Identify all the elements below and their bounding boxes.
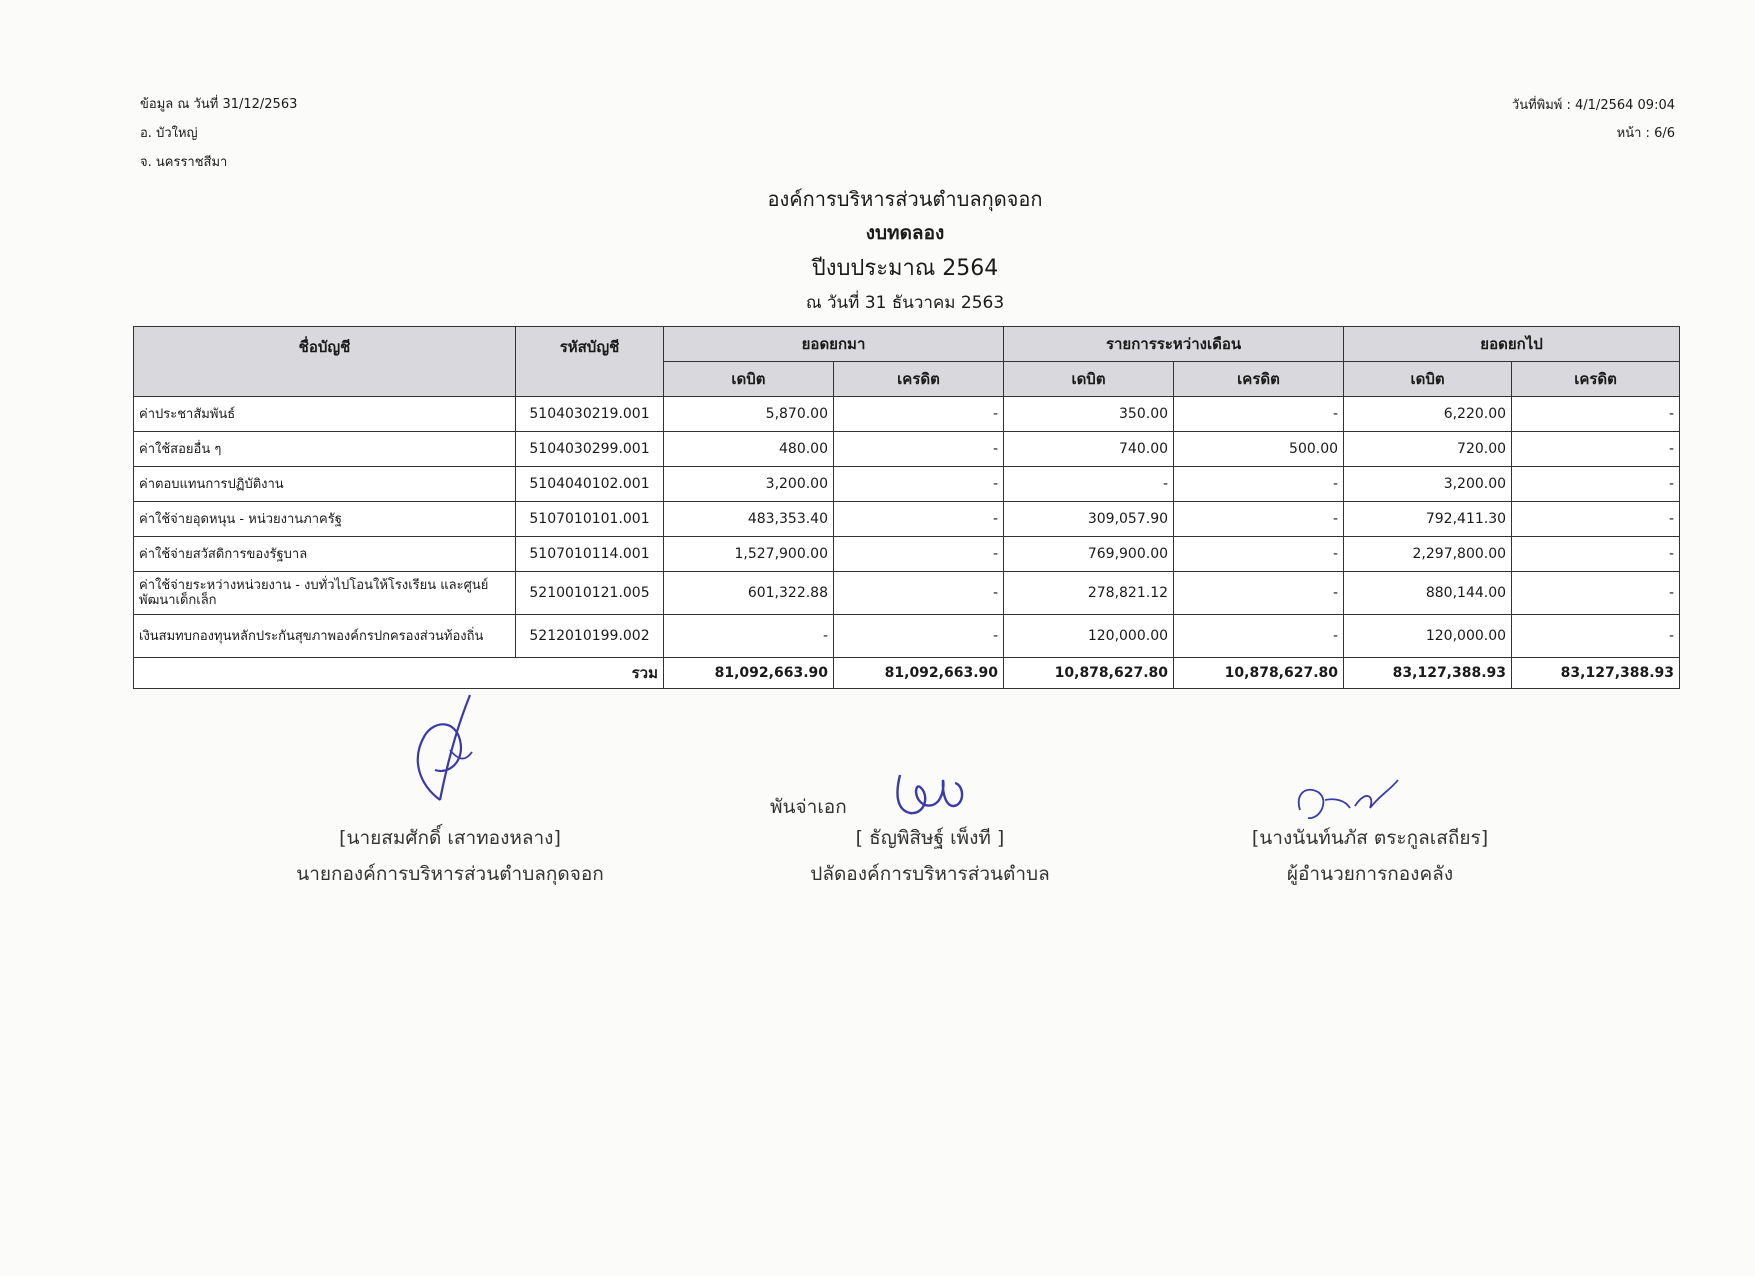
amount-cell: - bbox=[1174, 502, 1344, 537]
amount-cell: 769,900.00 bbox=[1004, 537, 1174, 572]
total-cell: 81,092,663.90 bbox=[834, 658, 1004, 689]
signature-block-finance bbox=[1190, 820, 1550, 892]
signature-block-mayor bbox=[270, 820, 630, 892]
amount-cell: 740.00 bbox=[1004, 432, 1174, 467]
signer-1-title: นายกองค์การบริหารส่วนตำบลกุดจอก bbox=[296, 863, 604, 885]
account-code-cell: 5212010199.002 bbox=[516, 615, 664, 658]
account-code-cell: 5104030219.001 bbox=[516, 397, 664, 432]
page-number: หน้า : 6/6 bbox=[1616, 126, 1675, 141]
amount-cell: 5,870.00 bbox=[664, 397, 834, 432]
account-name-cell: เงินสมทบกองทุนหลักประกันสุขภาพองค์กรปกครองส่วนท้องถิ่น bbox=[134, 615, 516, 658]
col-debit: เดบิต bbox=[1344, 362, 1512, 397]
as-of-date: ณ วันที่ 31 ธันวาคม 2563 bbox=[805, 293, 1005, 313]
amount-cell: - bbox=[1174, 572, 1344, 615]
table-row bbox=[134, 615, 1680, 658]
account-code-cell: 5104030299.001 bbox=[516, 432, 664, 467]
amount-cell: - bbox=[1512, 502, 1680, 537]
table-row bbox=[134, 432, 1680, 467]
amount-cell: 3,200.00 bbox=[664, 467, 834, 502]
amount-cell: 1,527,900.00 bbox=[664, 537, 834, 572]
amount-cell: 350.00 bbox=[1004, 397, 1174, 432]
signer-3-title: ผู้อำนวยการกองคลัง bbox=[1286, 863, 1454, 885]
signer-1-name: [นายสมศักดิ์ เสาทองหลาง] bbox=[339, 827, 561, 849]
amount-cell: - bbox=[834, 615, 1004, 658]
account-name-cell: ค่าประชาสัมพันธ์ bbox=[134, 397, 516, 432]
amount-cell: 278,821.12 bbox=[1004, 572, 1174, 615]
signature-block-clerk bbox=[770, 820, 1090, 892]
signer-3-name: [นางนันท์นภัส ตระกูลเสถียร] bbox=[1251, 827, 1489, 849]
amount-cell: 792,411.30 bbox=[1344, 502, 1512, 537]
amount-cell: - bbox=[1004, 467, 1174, 502]
account-code-cell: 5107010101.001 bbox=[516, 502, 664, 537]
group-brought-forward: ยอดยกมา bbox=[664, 327, 1004, 362]
group-during-month: รายการระหว่างเดือน bbox=[1004, 327, 1344, 362]
table-row bbox=[134, 537, 1680, 572]
total-label: รวม bbox=[134, 658, 664, 689]
account-name-cell: ค่าใช้จ่ายสวัสดิการของรัฐบาล bbox=[134, 537, 516, 572]
account-name-cell: ค่าใช้จ่ายอุดหนุน - หน่วยงานภาครัฐ bbox=[134, 502, 516, 537]
amount-cell: 720.00 bbox=[1344, 432, 1512, 467]
account-code-cell: 5210010121.005 bbox=[516, 572, 664, 615]
table-row bbox=[134, 502, 1680, 537]
total-row bbox=[134, 658, 1680, 689]
table-row bbox=[134, 397, 1680, 432]
fiscal-year: ปีงบประมาณ 2564 bbox=[811, 256, 999, 281]
account-code-cell: 5104040102.001 bbox=[516, 467, 664, 502]
amount-cell: - bbox=[1512, 615, 1680, 658]
col-credit: เครดิต bbox=[1512, 362, 1680, 397]
col-account-name: ชื่อบัญชี bbox=[134, 327, 516, 397]
province: จ. นครราชสีมา bbox=[140, 155, 228, 170]
district: อ. บัวใหญ่ bbox=[140, 126, 198, 141]
account-name-cell: ค่าใช้สอยอื่น ๆ bbox=[134, 432, 516, 467]
total-cell: 83,127,388.93 bbox=[1344, 658, 1512, 689]
amount-cell: - bbox=[1512, 537, 1680, 572]
amount-cell: - bbox=[1174, 397, 1344, 432]
table-row bbox=[134, 467, 1680, 502]
amount-cell: - bbox=[1512, 397, 1680, 432]
total-cell: 81,092,663.90 bbox=[664, 658, 834, 689]
signer-2-name: [ ธัญพิสิษฐ์ เพ็งที ] bbox=[855, 827, 1005, 849]
account-name-cell: ค่าตอบแทนการปฏิบัติงาน bbox=[134, 467, 516, 502]
signer-2-rank: พันจ่าเอก bbox=[770, 796, 847, 818]
amount-cell: 309,057.90 bbox=[1004, 502, 1174, 537]
account-code-cell: 5107010114.001 bbox=[516, 537, 664, 572]
amount-cell: - bbox=[834, 397, 1004, 432]
amount-cell: 3,200.00 bbox=[1344, 467, 1512, 502]
print-date: วันที่พิมพ์ : 4/1/2564 09:04 bbox=[1511, 98, 1675, 113]
amount-cell: - bbox=[1512, 572, 1680, 615]
org-name: องค์การบริหารส่วนตำบลกุดจอก bbox=[767, 187, 1043, 211]
amount-cell: - bbox=[834, 502, 1004, 537]
amount-cell: 120,000.00 bbox=[1004, 615, 1174, 658]
signature-1-scribble bbox=[380, 690, 490, 815]
col-credit: เครดิต bbox=[1174, 362, 1344, 397]
header-left bbox=[140, 90, 297, 177]
amount-cell: - bbox=[1512, 467, 1680, 502]
signature-2-scribble bbox=[885, 765, 975, 825]
report-titles bbox=[0, 184, 1755, 320]
report-title: งบทดลอง bbox=[865, 222, 945, 244]
amount-cell: 500.00 bbox=[1174, 432, 1344, 467]
amount-cell: 601,322.88 bbox=[664, 572, 834, 615]
amount-cell: - bbox=[834, 432, 1004, 467]
amount-cell: 483,353.40 bbox=[664, 502, 834, 537]
amount-cell: 480.00 bbox=[664, 432, 834, 467]
amount-cell: - bbox=[834, 537, 1004, 572]
amount-cell: - bbox=[1512, 432, 1680, 467]
table-row bbox=[134, 572, 1680, 615]
amount-cell: 880,144.00 bbox=[1344, 572, 1512, 615]
data-date: ข้อมูล ณ วันที่ 31/12/2563 bbox=[140, 97, 298, 112]
col-credit: เครดิต bbox=[834, 362, 1004, 397]
amount-cell: - bbox=[664, 615, 834, 658]
amount-cell: 6,220.00 bbox=[1344, 397, 1512, 432]
col-account-code: รหัสบัญชี bbox=[516, 327, 664, 397]
amount-cell: - bbox=[834, 467, 1004, 502]
col-debit: เดบิต bbox=[1004, 362, 1174, 397]
trial-balance-table bbox=[133, 326, 1680, 689]
amount-cell: - bbox=[1174, 615, 1344, 658]
total-cell: 10,878,627.80 bbox=[1174, 658, 1344, 689]
amount-cell: - bbox=[1174, 467, 1344, 502]
col-debit: เดบิต bbox=[664, 362, 834, 397]
amount-cell: - bbox=[834, 572, 1004, 615]
account-name-cell: ค่าใช้จ่ายระหว่างหน่วยงาน - งบทั่วไปโอนให้โรงเรียน และศูนย์พัฒนาเด็กเล็ก bbox=[134, 572, 516, 615]
signer-2-title: ปลัดองค์การบริหารส่วนตำบล bbox=[810, 863, 1050, 885]
total-cell: 83,127,388.93 bbox=[1512, 658, 1680, 689]
amount-cell: - bbox=[1174, 537, 1344, 572]
header-right bbox=[1512, 92, 1675, 148]
group-carried-forward: ยอดยกไป bbox=[1344, 327, 1680, 362]
amount-cell: 120,000.00 bbox=[1344, 615, 1512, 658]
amount-cell: 2,297,800.00 bbox=[1344, 537, 1512, 572]
total-cell: 10,878,627.80 bbox=[1004, 658, 1174, 689]
